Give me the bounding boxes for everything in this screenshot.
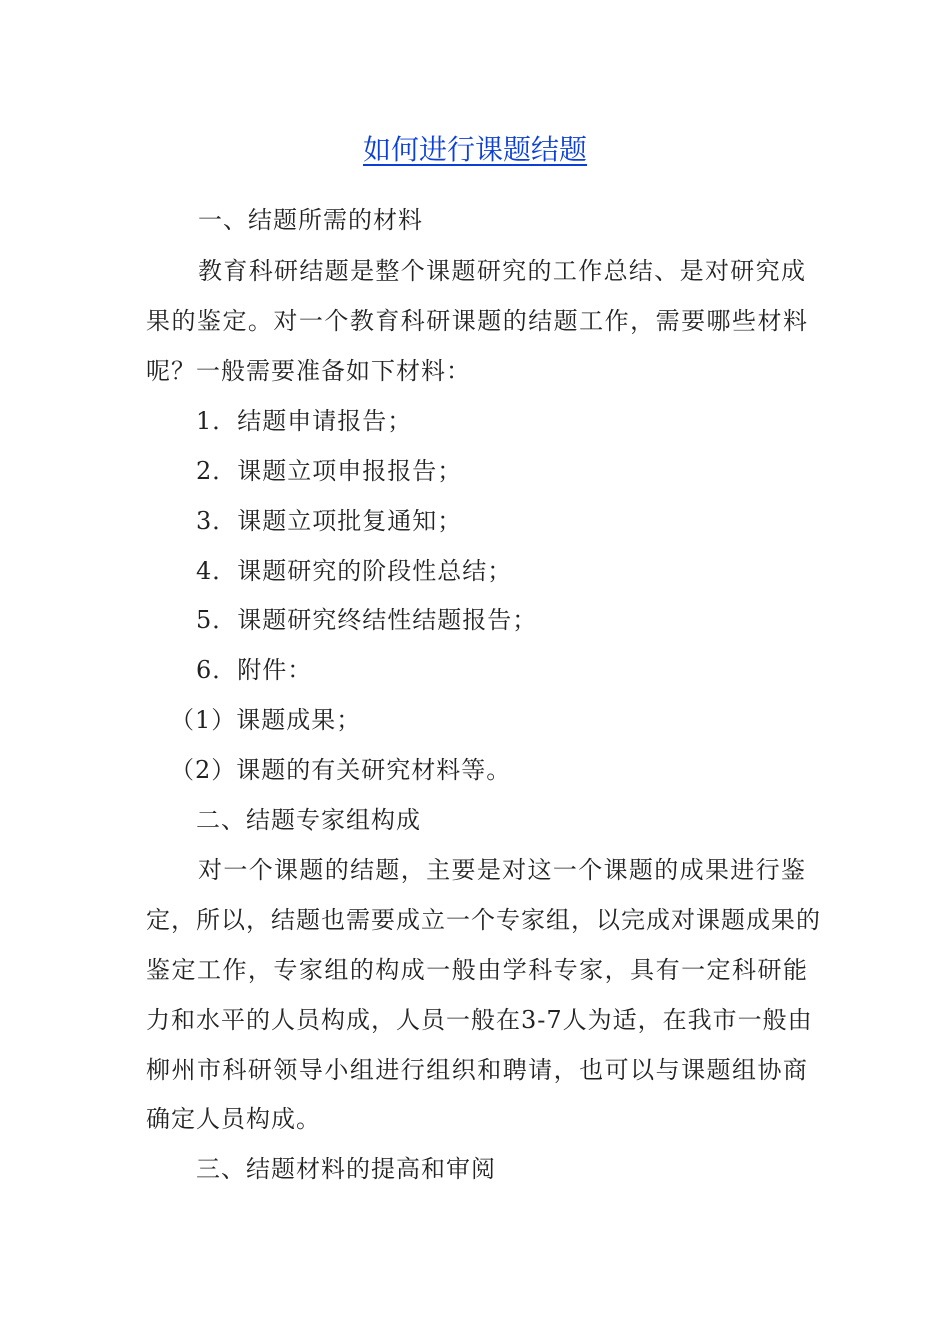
heading-expert-group: 二、结题专家组构成 bbox=[196, 806, 421, 834]
list-item: 1．结题申请报告； bbox=[196, 407, 413, 435]
list-item: 4．课题研究的阶段性总结； bbox=[196, 557, 513, 585]
paragraph-line: 呢？一般需要准备如下材料： bbox=[146, 357, 471, 385]
heading-materials: 一、结题所需的材料 bbox=[198, 206, 423, 234]
paragraph-line: 柳州市科研领导小组进行组织和聘请，也可以与课题组协商 bbox=[146, 1056, 808, 1084]
list-item: 3．课题立项批复通知； bbox=[196, 507, 463, 535]
list-item: 6．附件： bbox=[196, 656, 313, 684]
list-item: 2．课题立项申报报告； bbox=[196, 457, 463, 485]
paragraph-line: 定，所以，结题也需要成立一个专家组，以完成对课题成果的 bbox=[146, 906, 821, 934]
paragraph-line: 对一个课题的结题，主要是对这一个课题的成果进行鉴 bbox=[198, 856, 806, 884]
heading-review: 三、结题材料的提高和审阅 bbox=[196, 1155, 496, 1183]
paragraph-line: 果的鉴定。对一个教育科研课题的结题工作，需要哪些材料 bbox=[146, 307, 808, 335]
list-subitem: （1）课题成果； bbox=[170, 706, 362, 734]
paragraph-line: 鉴定工作，专家组的构成一般由学科专家，具有一定科研能 bbox=[146, 956, 808, 984]
document-title-link[interactable]: 如何进行课题结题 bbox=[362, 133, 587, 166]
list-subitem: （2）课题的有关研究材料等。 bbox=[170, 756, 512, 784]
paragraph-line: 力和水平的人员构成，人员一般在3-7人为适，在我市一般由 bbox=[146, 1006, 813, 1034]
paragraph-line: 确定人员构成。 bbox=[146, 1105, 321, 1133]
list-item: 5．课题研究终结性结题报告； bbox=[196, 606, 538, 634]
paragraph-line: 教育科研结题是整个课题研究的工作总结、是对研究成 bbox=[198, 257, 806, 285]
